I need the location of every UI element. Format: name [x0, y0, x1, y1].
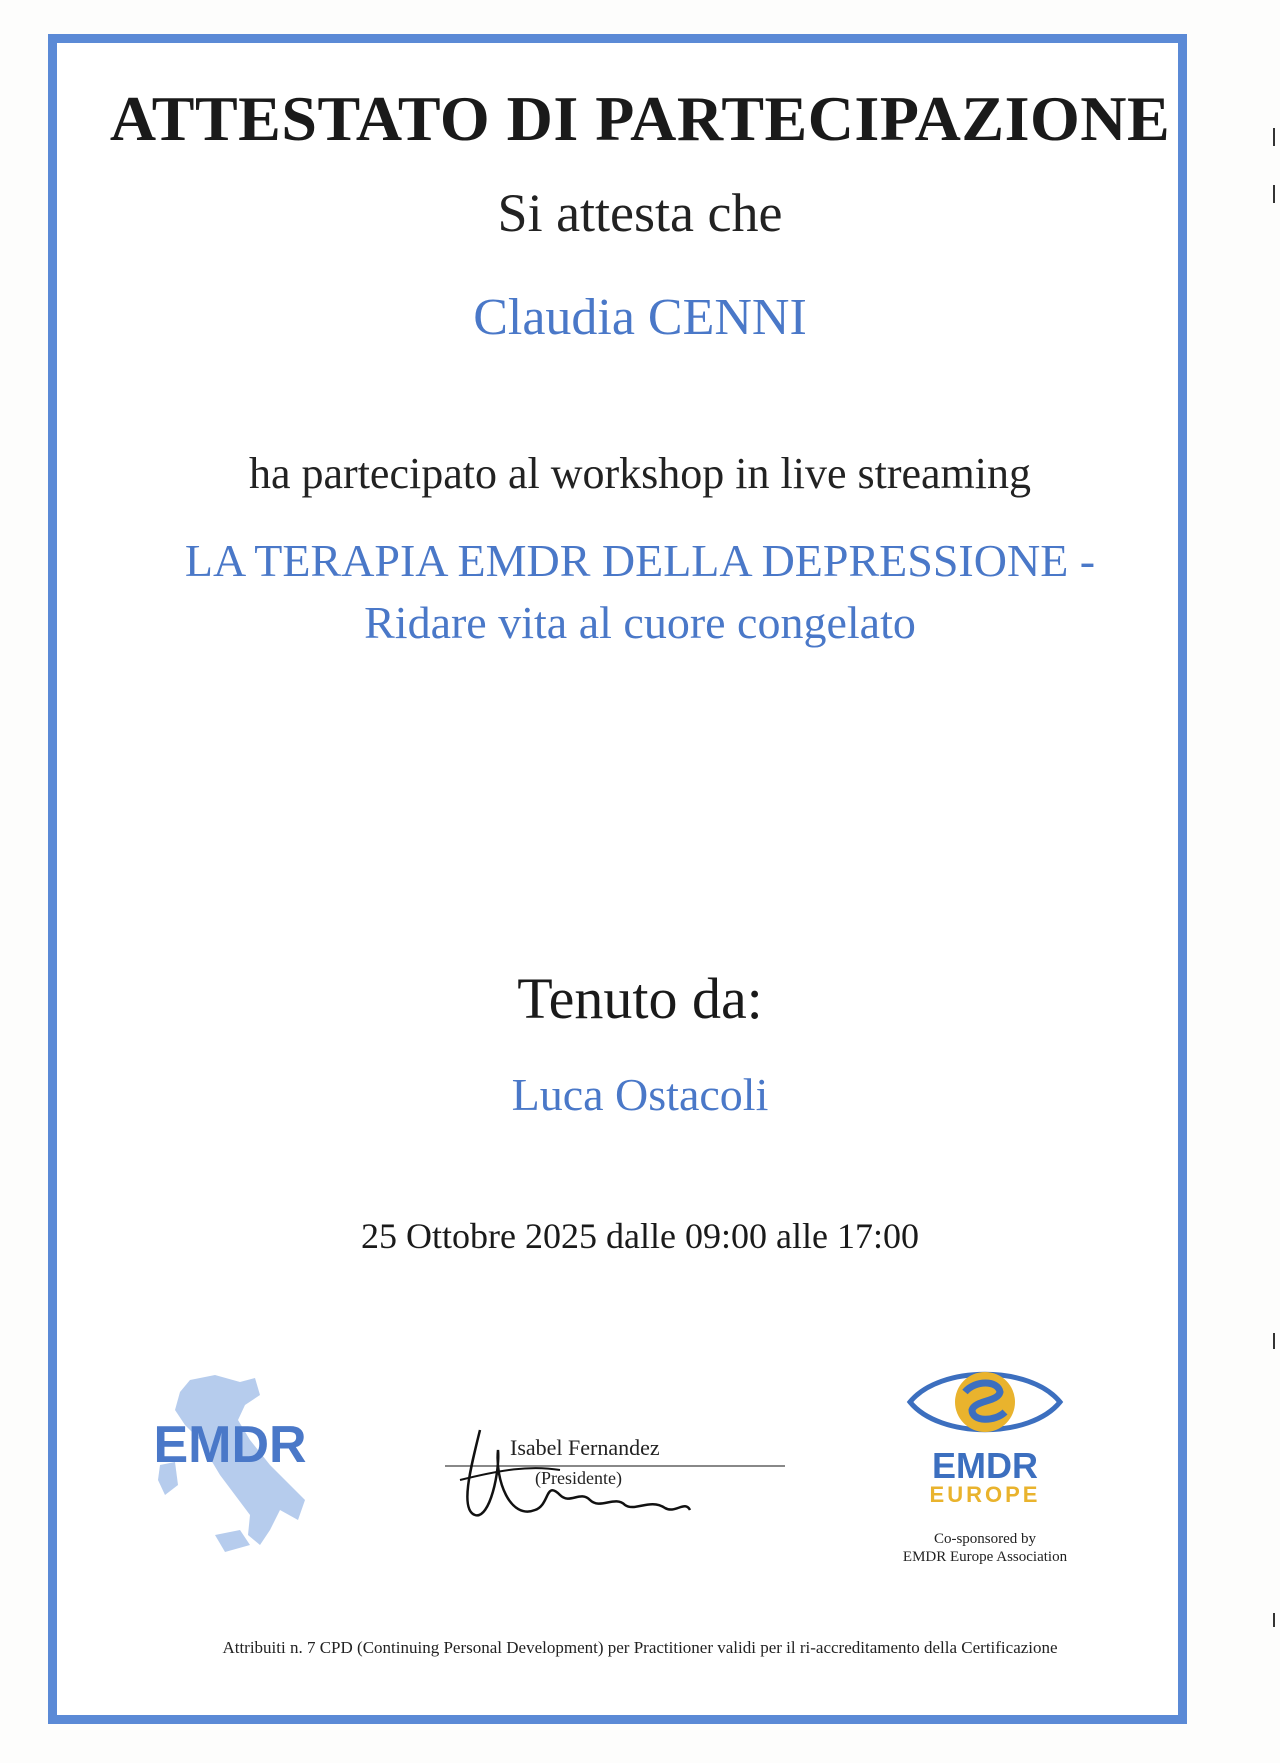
- intro-text: Si attesta che: [497, 183, 783, 243]
- handwritten-signature-icon: [440, 1410, 790, 1550]
- scan-artifact: [1273, 185, 1275, 203]
- cosponsor-note: [860, 1530, 1110, 1566]
- signature-block: [440, 1410, 790, 1550]
- signatory-name: Isabel Fernandez: [510, 1435, 660, 1460]
- right-logo-text-emdr: EMDR: [932, 1445, 1038, 1486]
- eye-logo-icon: [880, 1360, 1090, 1445]
- participation-text: ha partecipato al workshop in live streaming: [249, 449, 1031, 498]
- certificate-title: ATTESTATO DI PARTECIPAZIONE: [109, 83, 1171, 154]
- left-logo-text: EMDR: [153, 1416, 307, 1474]
- emdr-italia-logo: [130, 1370, 330, 1560]
- italy-map-icon: [130, 1370, 330, 1560]
- workshop-title-line2: Ridare vita al cuore congelato: [364, 597, 916, 648]
- emdr-europe-logo: [880, 1360, 1090, 1507]
- workshop-title: [0, 530, 1280, 654]
- scan-artifact: [1273, 128, 1275, 146]
- cosponsor-line2: EMDR Europe Association: [902, 1549, 1068, 1565]
- cosponsor-line1: Co-sponsored by: [933, 1531, 1037, 1547]
- held-by-label: Tenuto da:: [517, 966, 763, 1031]
- participant-name: Claudia CENNI: [473, 289, 807, 346]
- date-time: 25 Ottobre 2025 dalle 09:00 alle 17:00: [361, 1216, 919, 1256]
- signatory-role: (Presidente): [535, 1468, 622, 1488]
- speaker-name: Luca Ostacoli: [511, 1069, 769, 1120]
- scan-artifact: [1273, 1333, 1275, 1349]
- scan-artifact: [1273, 1613, 1275, 1627]
- footer-note: Attribuiti n. 7 CPD (Continuing Personal Development) per Practitioner validi per il ri-accreditamento della Certificazione: [222, 1638, 1058, 1657]
- workshop-title-line1: LA TERAPIA EMDR DELLA DEPRESSIONE -: [184, 535, 1096, 586]
- right-logo-text-europe: EUROPE: [929, 1482, 1041, 1507]
